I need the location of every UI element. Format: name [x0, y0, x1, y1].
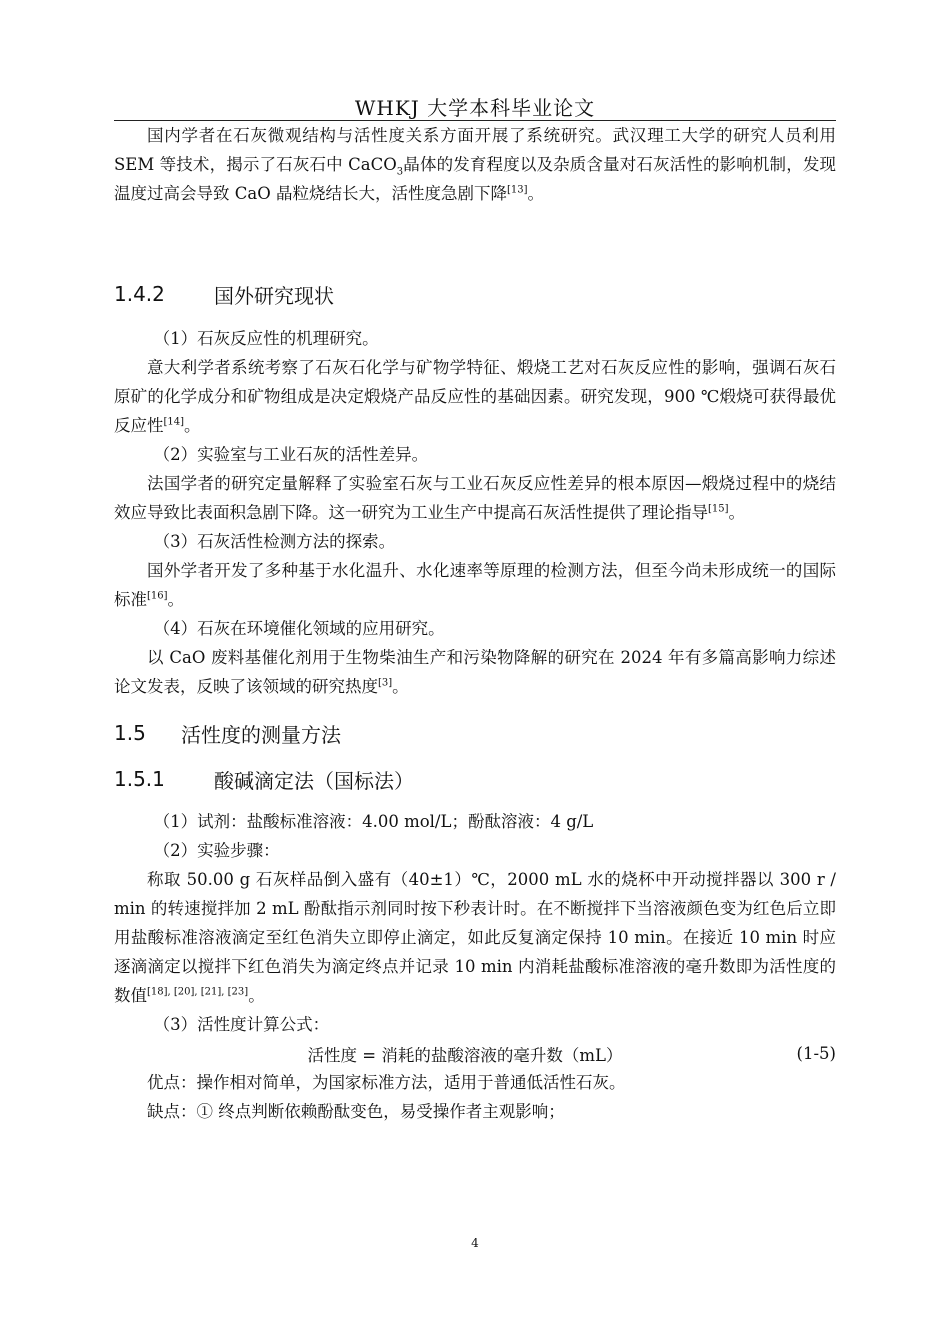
citation-13: [13] — [506, 184, 528, 196]
item-2-paragraph — [114, 469, 836, 527]
item-2-heading: （2）实验室与工业石灰的活性差异。 — [153, 445, 429, 464]
pros-line: 优点：操作相对简单，为国家标准方法，适用于普通低活性石灰。 — [147, 1073, 626, 1092]
citation-15: [15] — [708, 503, 729, 515]
item-3-end: 。 — [167, 590, 185, 609]
citation-group: [18], [20], [21], [23] — [147, 986, 249, 998]
item-4-heading: （4）石灰在环境催化领域的应用研究。 — [153, 619, 445, 638]
citation-14: [14] — [163, 416, 185, 428]
item-4-end: 。 — [392, 677, 409, 696]
equation-expression: 活性度 = 消耗的盐酸溶液的毫升数（mL） — [307, 1045, 623, 1065]
formula-heading: （3）活性度计算公式： — [153, 1015, 330, 1034]
subscript-3: 3 — [396, 166, 404, 178]
item-1-body: 意大利学者系统考察了石灰石化学与矿物学特征、煅烧工艺对石灰反应性的影响，强调石灰石原矿的化学成分和矿物组成是决定煅烧产品反应性的基础因素。研究发现，900 ℃煅烧可获得最优反应性 — [114, 358, 836, 435]
intro-text-a: 国内学者在石灰微观结构与活性度关系方面开展了系统研究。武汉理工大学的研究人员利用 SEM 等技术，揭示了石灰石中 CaCO — [114, 126, 836, 174]
intro-end: 。 — [527, 184, 545, 203]
item-1-end: 。 — [184, 416, 201, 435]
reagents-line: （1）试剂：盐酸标准溶液：4.00 mol/L；酚酞溶液：4 g/L — [153, 812, 594, 831]
intro-paragraph — [114, 121, 836, 208]
steps-end: 。 — [248, 986, 265, 1005]
item-2-body: 法国学者的研究定量解释了实验室石灰与工业石灰反应性差异的根本原因—煅烧过程中的烧结效应导致比表面积急剧下降。这一研究为工业生产中提高石灰活性提供了理论指导 — [114, 474, 836, 522]
section-number: 1.5 — [114, 721, 146, 745]
running-header: WHKJ 大学本科毕业论文 — [354, 96, 596, 120]
item-1-paragraph — [114, 353, 836, 440]
section-heading-1-5-1 — [114, 759, 836, 799]
item-3-paragraph — [114, 556, 836, 614]
item-3-body: 国外学者开发了多种基于水化温升、水化速率等原理的检测方法，但至今尚未形成统一的国际标准 — [114, 561, 836, 609]
item-2-end: 。 — [728, 503, 746, 522]
section-heading-1-4-2 — [114, 274, 836, 314]
section-title: 活性度的测量方法 — [181, 722, 341, 747]
steps-body: 称取 50.00 g 石灰样品倒入盛有（40±1）℃，2000 mL 水的烧杯中开动搅拌器以 300 r / min 的转速搅拌加 2 mL 酚酞指示剂同时按下秒表计时。在不断搅拌下当溶液颜色变为红色后立即用盐酸标准溶液滴定至红色消失立即停止滴定，如此反复滴定保持 10 min。在接近 10 min 时应逐滴滴定以搅拌下红色消失为滴定终点并记录 10 min 内消耗盐酸标准溶液的毫升数即为活性度的数值 — [114, 870, 836, 1005]
section-title: 酸碱滴定法（国标法） — [214, 768, 414, 793]
steps-paragraph — [114, 865, 836, 1010]
section-title: 国外研究现状 — [214, 283, 334, 308]
citation-16: [16] — [147, 590, 168, 602]
item-4-body: 以 CaO 废料基催化剂用于生物柴油生产和污染物降解的研究在 2024 年有多篇高影响力综述论文发表，反映了该领域的研究热度 — [114, 648, 836, 696]
equation-1-5 — [114, 1039, 836, 1068]
cons-line: 缺点：① 终点判断依赖酚酞变色，易受操作者主观影响； — [147, 1102, 565, 1121]
section-heading-1-5 — [114, 713, 836, 753]
page-body — [114, 121, 836, 1126]
item-1-heading: （1）石灰反应性的机理研究。 — [153, 329, 379, 348]
intro-text-b: 晶体的发育程度以及杂质含量对石灰活性的影响机制，发现温度过高会导致 CaO 晶粒烧结长大，活性度急剧下降 — [114, 155, 837, 203]
page-number: 4 — [471, 1236, 479, 1250]
steps-heading: （2）实验步骤： — [153, 841, 280, 860]
citation-3: [3] — [378, 677, 393, 689]
item-4-paragraph — [114, 643, 836, 701]
section-number: 1.5.1 — [114, 767, 165, 791]
section-number: 1.4.2 — [114, 282, 165, 306]
item-3-heading: （3）石灰活性检测方法的探索。 — [153, 532, 396, 551]
equation-number: (1-5) — [796, 1044, 836, 1063]
